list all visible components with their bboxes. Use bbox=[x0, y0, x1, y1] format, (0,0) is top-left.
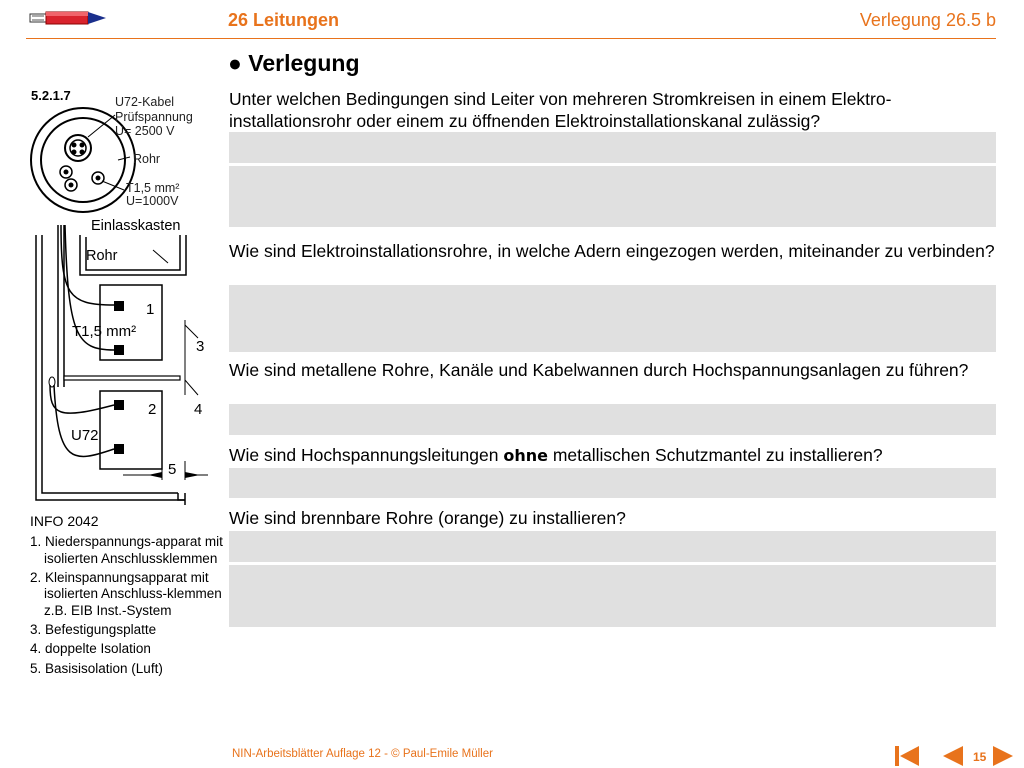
next-page-icon[interactable] bbox=[993, 746, 1013, 766]
number-5: 5 bbox=[168, 461, 177, 478]
answer-box-1b[interactable] bbox=[229, 166, 996, 227]
answer-box-4[interactable] bbox=[229, 468, 996, 498]
legend-item: 5. Basisisolation (Luft) bbox=[30, 660, 163, 676]
cable-label-1: U72-Kabel bbox=[115, 95, 175, 109]
question-5: Wie sind brennbare Rohre (orange) zu installieren? bbox=[229, 508, 626, 528]
legend-list bbox=[30, 534, 225, 680]
header-reference: Verlegung 26.5 b bbox=[859, 10, 996, 30]
page-number: 15 bbox=[973, 750, 987, 764]
installation-diagram bbox=[28, 95, 228, 510]
answer-box-5b[interactable] bbox=[229, 565, 996, 627]
previous-page-icon[interactable] bbox=[943, 746, 963, 766]
cable-label-3: U= 2500 V bbox=[115, 124, 175, 138]
legend-item: 3. Befestigungsplatte bbox=[30, 622, 157, 638]
wire-label-1: T1,5 mm² bbox=[126, 181, 180, 195]
header-title: 26 Leitungen bbox=[228, 10, 340, 30]
pipe-label: Rohr bbox=[133, 152, 161, 166]
legend-item: 1. Niederspannungs-apparat mit isolierten Anschlussklemmen bbox=[30, 534, 223, 566]
first-page-icon[interactable] bbox=[895, 746, 919, 766]
answer-box-5a[interactable] bbox=[229, 531, 996, 562]
figure-number: 5.2.1.7 bbox=[31, 88, 71, 103]
question-2: Wie sind Elektroinstallationsrohre, in welche Adern eingezogen werden, miteinander zu verbinden? bbox=[229, 241, 995, 261]
wire-t-label: T1,5 mm² bbox=[72, 323, 137, 340]
cable-label-2: Prüfspannung bbox=[115, 110, 193, 124]
header-divider bbox=[26, 38, 996, 39]
bullet-icon: ● bbox=[228, 50, 242, 76]
question-4-text-b: metallischen Schutzmantel zu installieren? bbox=[547, 445, 883, 465]
number-4: 4 bbox=[194, 401, 203, 418]
question-1: Unter welchen Bedingungen sind Leiter von mehreren Stromkreisen in einem Elektro-installationsrohr oder einem zu öffnenden Elektroinstallationskanal zulässig? bbox=[229, 89, 892, 131]
number-1: 1 bbox=[146, 301, 155, 318]
pencil-logo-icon bbox=[28, 8, 108, 28]
question-3: Wie sind metallene Rohre, Kanäle und Kabelwannen durch Hochspannungsanlagen zu führen? bbox=[229, 360, 969, 380]
question-4-emphasis: ohne bbox=[503, 446, 548, 465]
question-4-text-a: Wie sind Hochspannungsleitungen bbox=[229, 445, 504, 465]
answer-box-1a[interactable] bbox=[229, 132, 996, 163]
section-heading bbox=[228, 50, 360, 77]
question-4 bbox=[229, 444, 999, 467]
pipe-label-2: Rohr bbox=[86, 248, 118, 264]
footer-copyright: NIN-Arbeitsblätter Auflage 12 - © Paul-Emile Müller bbox=[232, 748, 493, 760]
page-navigation bbox=[893, 744, 1017, 768]
section-heading-text: Verlegung bbox=[248, 50, 360, 76]
wire-label-2: U=1000V bbox=[126, 194, 179, 208]
box-label: Einlasskasten bbox=[91, 218, 181, 234]
info-title: INFO 2042 bbox=[30, 513, 99, 529]
wire-u-label: U72 bbox=[71, 427, 99, 444]
legend-item: 4. doppelte Isolation bbox=[30, 641, 151, 657]
answer-box-3[interactable] bbox=[229, 404, 996, 435]
number-2: 2 bbox=[148, 401, 157, 418]
answer-box-2[interactable] bbox=[229, 285, 996, 352]
number-3: 3 bbox=[196, 338, 205, 355]
legend-item: 2. Kleinspannungsapparat mit isolierten Anschluss-klemmen z.B. EIB Inst.-System bbox=[30, 569, 222, 618]
